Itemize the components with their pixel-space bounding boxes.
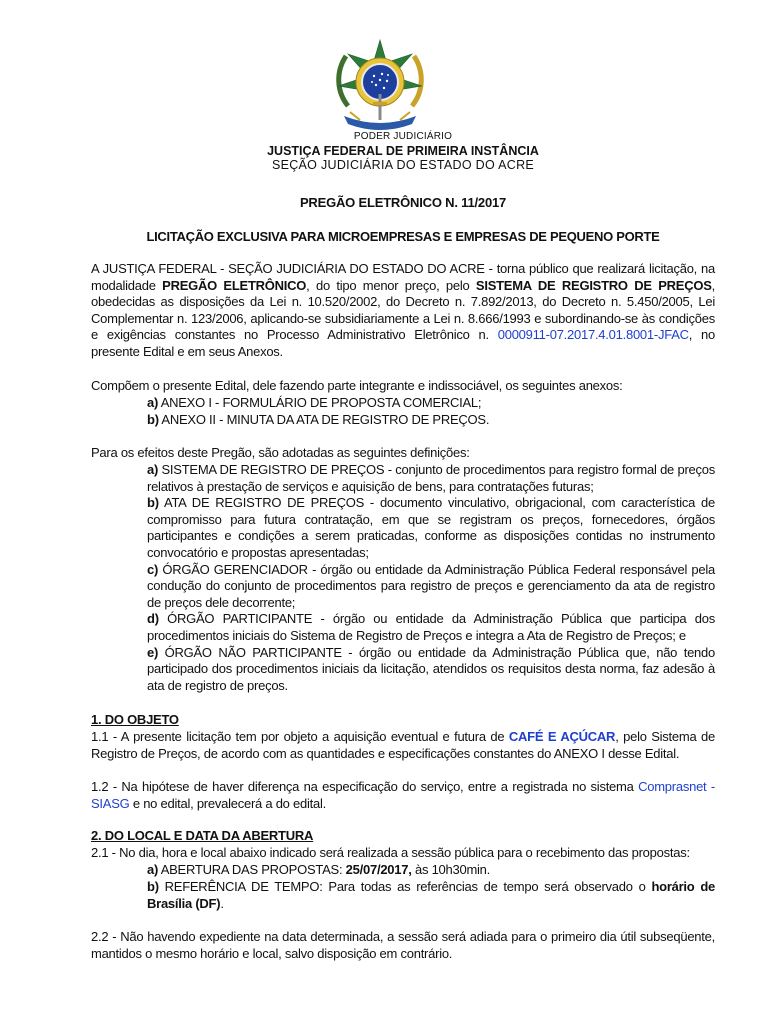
document-title: PREGÃO ELETRÔNICO N. 11/2017: [299, 195, 507, 210]
definicao-text: ÓRGÃO PARTICIPANTE - órgão ou entidade da Administração Pública que participa dos procedimentos iniciais do Sistema de Registro de Preços e integra a Ata de Registro de Preços; e: [147, 611, 715, 643]
section-heading-objeto: [91, 712, 715, 729]
intro-text-2: , do tipo menor preço, pelo: [306, 277, 476, 293]
objeto-heading-text: 1. DO OBJETO: [91, 712, 179, 727]
definicao-text: SISTEMA DE REGISTRO DE PREÇOS - conjunto de procedimentos para registro formal de preços relativos à prestação de serviços e aquisição de bens, para contratações futuras;: [147, 462, 715, 494]
intro-text-3: , obedecidas as disposições da Lei n. 10.520/2002, do Decreto n. 7.892/2013, do Decreto n. 5.450/2005, Lei Complementar n. 123/2006, aplicando-se subsidiariamente a Lei n. 8.666/1993 e subordinando-se às condições e exigências constantes no Processo Administrativo Eletrônico n.: [91, 277, 715, 343]
definicao-letter: e): [147, 644, 159, 660]
definicao-letter: c): [147, 561, 159, 577]
definicao-text: ÓRGÃO GERENCIADOR - órgão ou entidade da Administração Pública Federal responsável pela condução do conjunto de procedimentos para registro de preços e gerenciamento da ata de registro de preços dele decorrente;: [147, 561, 715, 610]
objeto-text: 1.2 - Na hipótese de haver diferença na especificação do serviço, entre a registrada no sistema: [91, 779, 639, 794]
header-secao-judiciaria: SEÇÃO JUDICIÁRIA DO ESTADO DO ACRE: [271, 158, 535, 172]
comprasnet-link[interactable]: Comprasnet - SIASG: [91, 779, 716, 811]
definicao-item: [147, 495, 715, 561]
local-text: REFERÊNCIA DE TEMPO: Para todas as referências de tempo será observado o: [158, 879, 652, 894]
abertura-time: às 10h30min.: [411, 862, 491, 877]
header-poder-judiciario: PODER JUDICIÁRIO: [353, 131, 453, 142]
local-paragraph-2-2: 2.2 - Não havendo expediente na data determinada, a sessão será adiada para o primeiro dia útil subseqüente, mantidos o mesmo horário e local, salvo disposição em contrário.: [91, 929, 715, 961]
intro-text-4: , no presente Edital e em seus Anexos.: [91, 327, 715, 359]
anexo-letter: b): [147, 412, 159, 427]
anexo-text: ANEXO I - FORMULÁRIO DE PROPOSTA COMERCIAL;: [158, 395, 482, 410]
intro-modalidade: PREGÃO ELETRÔNICO: [162, 277, 307, 293]
definicao-item: [147, 611, 715, 644]
anexo-letter: a): [147, 395, 159, 410]
local-heading-text: 2. DO LOCAL E DATA DA ABERTURA: [91, 828, 314, 843]
definicao-item: [147, 462, 715, 495]
coat-of-arms-emblem: [330, 36, 430, 132]
objeto-paragraph-1-1: [91, 729, 715, 762]
intro-sistema: SISTEMA DE REGISTRO DE PREÇOS: [475, 277, 712, 293]
processo-link[interactable]: 0000911-07.2017.4.01.8001-JFAC: [497, 327, 689, 343]
local-text: ABERTURA DAS PROPOSTAS:: [158, 862, 346, 877]
document-subtitle: LICITAÇÃO EXCLUSIVA PARA MICROEMPRESAS E EMPRESAS DE PEQUENO PORTE: [146, 229, 660, 244]
definicoes-list: [91, 462, 715, 694]
abertura-date: 25/07/2017,: [345, 862, 412, 877]
definicao-text: ÓRGÃO NÃO PARTICIPANTE - órgão ou entidade da Administração Pública que, não tendo participado dos procedimentos iniciais da licitação, atendidos os requisitos desta norma, faz adesão à ata de registro de preços.: [147, 644, 715, 693]
anexos-intro: Compõem o presente Edital, dele fazendo parte integrante e indissociável, os seguintes anexos:: [91, 378, 623, 393]
objeto-produto-link[interactable]: CAFÉ E AÇÚCAR: [508, 729, 616, 744]
definicao-item: [147, 562, 715, 612]
local-paragraph-2-1: 2.1 - No dia, hora e local abaixo indicado será realizada a sessão pública para o recebimento das propostas:: [91, 845, 690, 860]
anexo-item: [91, 412, 715, 429]
definicao-item: [147, 645, 715, 695]
definicao-letter: b): [147, 495, 159, 511]
definicao-letter: d): [147, 611, 159, 627]
local-text: .: [220, 895, 224, 911]
objeto-text: 1.1 - A presente licitação tem por objeto a aquisição eventual e futura de: [91, 729, 509, 744]
intro-text-1: A JUSTIÇA FEDERAL - SEÇÃO JUDICIÁRIA DO ESTADO DO ACRE - torna público que realizará licitação, na modalidade: [91, 261, 715, 293]
local-item-b: [91, 879, 715, 912]
section-heading-local: [91, 828, 715, 845]
definicao-letter: a): [147, 462, 159, 477]
horario-brasilia: horário de Brasília (DF): [147, 879, 715, 911]
definicoes-intro: Para os efeitos deste Pregão, são adotadas as seguintes definições:: [91, 445, 470, 460]
anexo-text: ANEXO II - MINUTA DA ATA DE REGISTRO DE PREÇOS.: [158, 412, 490, 427]
intro-paragraph: [91, 261, 715, 361]
objeto-text: e no edital, prevalecerá a do edital.: [129, 795, 326, 811]
anexo-item: [91, 395, 715, 412]
header-justica-federal: JUSTIÇA FEDERAL DE PRIMEIRA INSTÂNCIA: [267, 144, 539, 158]
objeto-paragraph-1-2: [91, 779, 715, 812]
objeto-text: , pelo Sistema de Registro de Preços, de acordo com as quantidades e especificações constantes do ANEXO I desse Edital.: [91, 729, 715, 761]
local-letter: b): [147, 879, 159, 894]
local-item-a: [91, 862, 715, 879]
local-letter: a): [147, 862, 159, 877]
definicao-text: ATA DE REGISTRO DE PREÇOS - documento vinculativo, obrigacional, com característica de compromisso para futura contratação, em que se registram os preços, fornecedores, órgãos participantes e condições a serem praticadas, conforme as disposições contidas no instrumento convocatório e propostas apresentadas;: [147, 495, 715, 560]
